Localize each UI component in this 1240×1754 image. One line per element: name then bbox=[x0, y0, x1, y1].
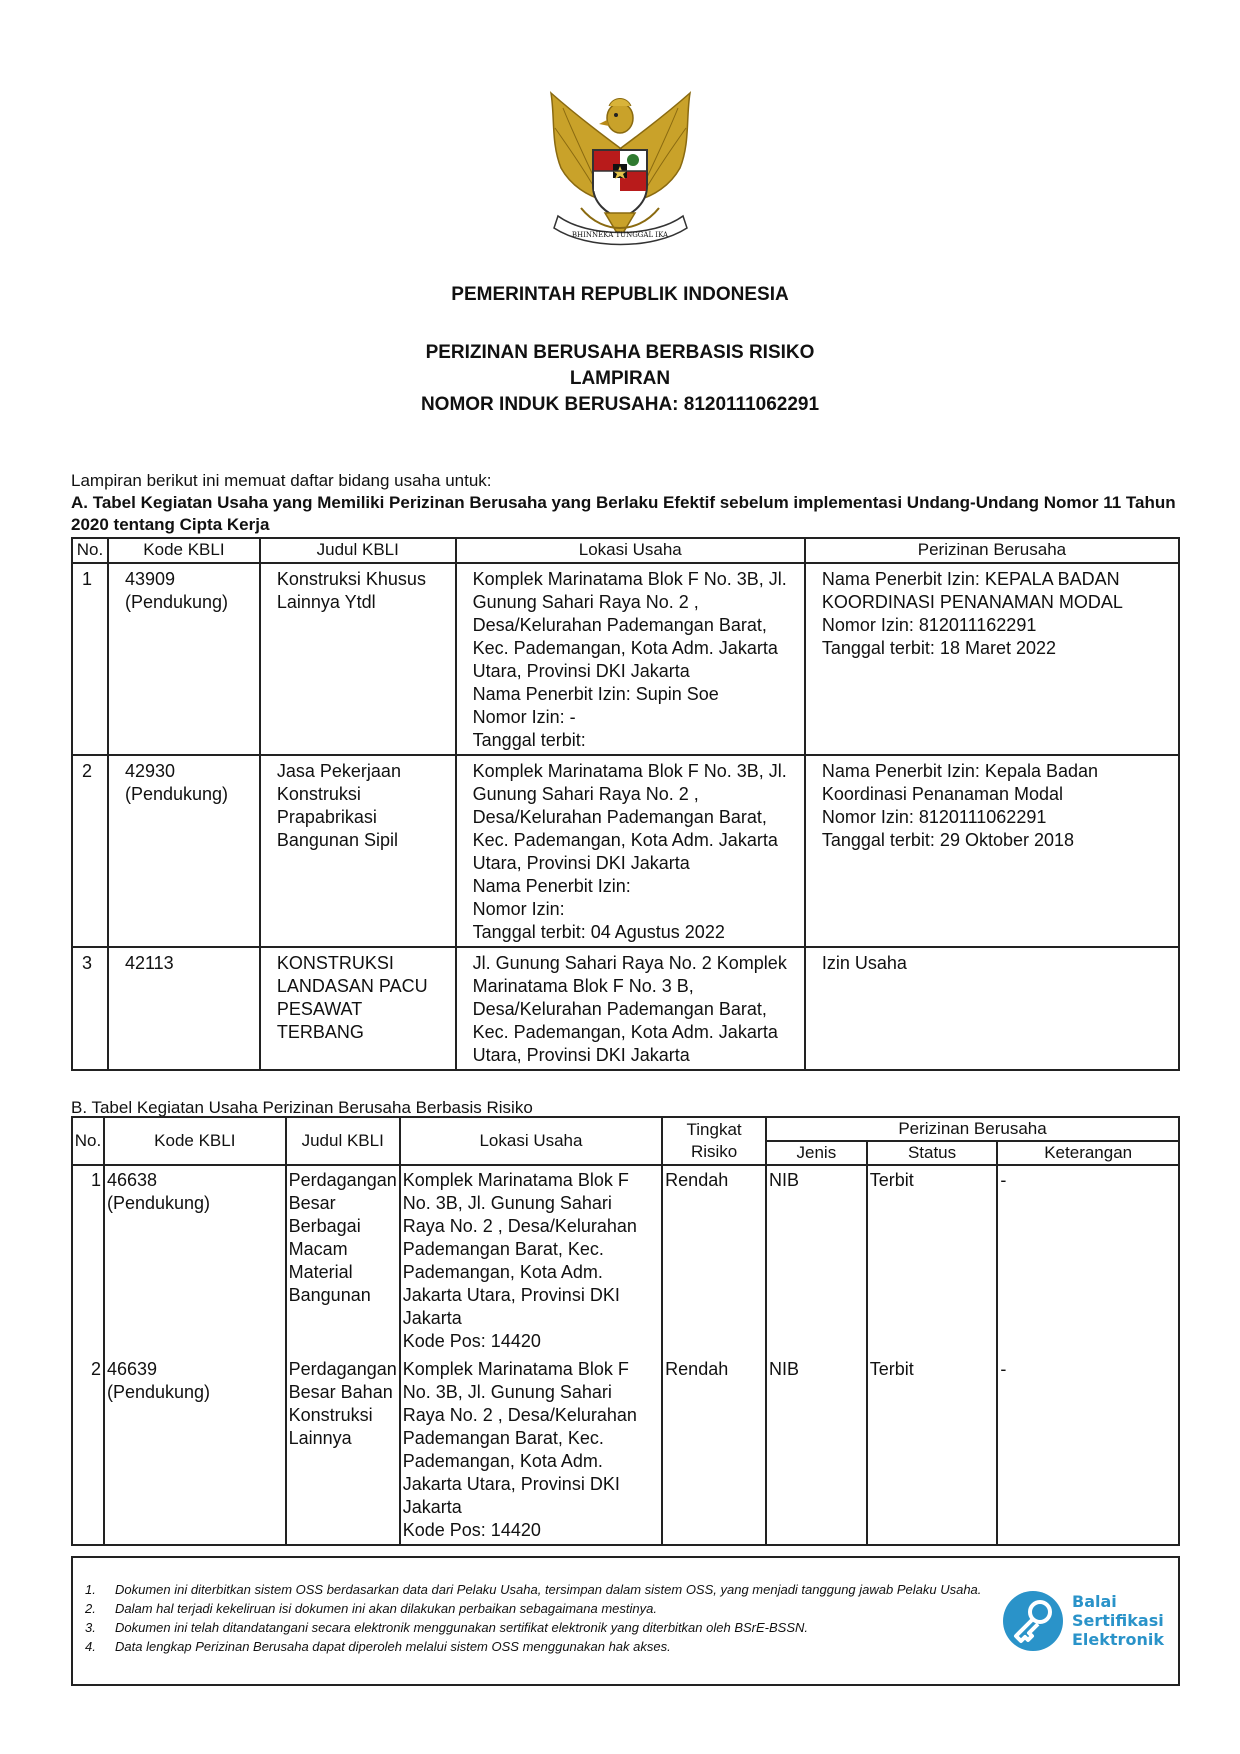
table-b-header: Perizinan Berusaha bbox=[766, 1117, 1179, 1141]
footer-note: 1. Dokumen ini diterbitkan sistem OSS berdasarkan data dari Pelaku Usaha, tersimpan dalam sistem OSS, yang menjadi tanggung jawab Pelaku Usaha. bbox=[85, 1582, 982, 1597]
kbli-code: 42113 bbox=[124, 953, 174, 973]
table-b-header: Judul KBLI bbox=[286, 1117, 400, 1165]
table-b-header: Status bbox=[867, 1141, 998, 1165]
table-b-header: Lokasi Usaha bbox=[400, 1117, 662, 1165]
garuda-emblem-icon bbox=[533, 88, 708, 258]
permit-type: NIB bbox=[769, 1359, 800, 1379]
risk-level: Rendah bbox=[665, 1359, 729, 1379]
business-permit: Nama Penerbit Izin: Kepala Badan Koordinasi Penanaman Modal Nomor Izin: 8120111062291 Tanggal terbit: 29 Oktober 2018 bbox=[821, 761, 1099, 850]
kbli-code: 42930 (Pendukung) bbox=[124, 761, 229, 804]
document-subtitle: LAMPIRAN bbox=[569, 368, 671, 389]
permit-note: - bbox=[1000, 1170, 1007, 1190]
risk-level: Rendah bbox=[665, 1170, 729, 1190]
table-a-header: No. bbox=[72, 538, 108, 563]
table-a-header-row bbox=[72, 538, 1179, 563]
footer-note: 4. Data lengkap Perizinan Berusaha dapat diperoleh melalui sistem OSS menggunakan hak akses. bbox=[85, 1639, 671, 1654]
bsre-logo bbox=[1000, 1588, 1164, 1660]
table-b-header: Tingkat Risiko bbox=[662, 1117, 766, 1165]
business-location: Komplek Marinatama Blok F No. 3B, Jl. Gunung Sahari Raya No. 2 , Desa/Kelurahan Pademangan Barat, Kec. Pademangan, Kota Adm. Jakarta Utara, Provinsi DKI Jakarta Nama Penerbit Izin: Nomor Izin: Tanggal terbit: 04 Agustus 2022 bbox=[472, 761, 787, 942]
business-permit: Nama Penerbit Izin: KEPALA BADAN KOORDINASI PENANAMAN MODAL Nomor Izin: 812011162291 Tanggal terbit: 18 Maret 2022 bbox=[821, 569, 1123, 658]
table-b-header: Kode KBLI bbox=[104, 1117, 286, 1165]
table-b-header: No. bbox=[72, 1117, 104, 1165]
intro-lead: Lampiran berikut ini memuat daftar bidang usaha untuk: bbox=[71, 471, 492, 490]
kbli-title: Perdagangan Besar Berbagai Macam Material Bangunan bbox=[288, 1170, 397, 1305]
nib-number: NOMOR INDUK BERUSAHA: 8120111062291 bbox=[420, 394, 820, 415]
kbli-title: Konstruksi Khusus Lainnya Ytdl bbox=[276, 569, 426, 612]
kbli-code: 43909 (Pendukung) bbox=[124, 569, 229, 612]
document-title-block bbox=[0, 340, 1240, 418]
bsre-key-icon bbox=[1000, 1588, 1066, 1654]
bsre-logo-text: Balai Sertifikasi Elektronik bbox=[1072, 1592, 1164, 1649]
table-a bbox=[71, 537, 1180, 1071]
government-heading: PEMERINTAH REPUBLIK INDONESIA bbox=[451, 284, 789, 305]
table-row bbox=[72, 947, 1179, 1070]
document-title: PERIZINAN BERUSAHA BERBASIS RISIKO bbox=[425, 342, 815, 363]
table-row bbox=[72, 563, 1179, 755]
row-number: 1 bbox=[81, 569, 92, 589]
table-b-header: Keterangan bbox=[997, 1141, 1179, 1165]
section-a-heading: A. Tabel Kegiatan Usaha yang Memiliki Perizinan Berusaha yang Berlaku Efektif sebelum implementasi Undang-Undang Nomor 11 Tahun 2020 tentang Cipta Kerja bbox=[71, 493, 1176, 534]
table-a-header: Judul KBLI bbox=[260, 538, 456, 563]
row-number: 2 bbox=[90, 1359, 101, 1379]
permit-status: Terbit bbox=[869, 1170, 914, 1190]
table-a-header: Lokasi Usaha bbox=[456, 538, 805, 563]
business-location: Komplek Marinatama Blok F No. 3B, Jl. Gunung Sahari Raya No. 2 , Desa/Kelurahan Pademangan Barat, Kec. Pademangan, Kota Adm. Jakarta Utara, Provinsi DKI Jakarta Nama Penerbit Izin: Supin Soe Nomor Izin: - Tanggal terbit: bbox=[472, 569, 787, 750]
kbli-code: 46638 (Pendukung) bbox=[106, 1170, 211, 1213]
footer-note: 3. Dokumen ini telah ditandatangani secara elektronik menggunakan sertifikat elektronik yang diterbitkan oleh BSrE-BSSN. bbox=[85, 1620, 808, 1635]
kbli-title: Perdagangan Besar Bahan Konstruksi Lainnya bbox=[288, 1359, 397, 1448]
section-b-heading: B. Tabel Kegiatan Usaha Perizinan Berusaha Berbasis Risiko bbox=[71, 1098, 533, 1117]
row-number: 1 bbox=[90, 1170, 101, 1190]
table-b bbox=[71, 1116, 1180, 1546]
row-number: 2 bbox=[81, 761, 92, 781]
permit-note: - bbox=[1000, 1359, 1007, 1379]
table-row bbox=[72, 755, 1179, 947]
row-number: 3 bbox=[81, 953, 92, 973]
footer-note: 2. Dalam hal terjadi kekeliruan isi dokumen ini akan dilakukan perbaikan sebagaimana mestinya. bbox=[85, 1601, 657, 1616]
emblem-motto: BHINNEKA TUNGGAL IKA bbox=[571, 231, 669, 239]
document-footer bbox=[71, 1556, 1180, 1686]
table-row bbox=[72, 1355, 1179, 1545]
business-location: Jl. Gunung Sahari Raya No. 2 Komplek Marinatama Blok F No. 3 B, Desa/Kelurahan Pademangan Barat, Kec. Pademangan, Kota Adm. Jakarta Utara, Provinsi DKI Jakarta bbox=[472, 953, 787, 1065]
table-b-header-row bbox=[72, 1117, 1179, 1141]
intro-text bbox=[71, 470, 1181, 536]
footer-notes bbox=[85, 1580, 985, 1656]
table-a-header: Kode KBLI bbox=[108, 538, 260, 563]
kbli-code: 46639 (Pendukung) bbox=[106, 1359, 211, 1402]
kbli-title: KONSTRUKSI LANDASAN PACU PESAWAT TERBANG bbox=[276, 953, 428, 1042]
business-location: Komplek Marinatama Blok F No. 3B, Jl. Gunung Sahari Raya No. 2 , Desa/Kelurahan Pademangan Barat, Kec. Pademangan, Kota Adm. Jakarta Utara, Provinsi DKI Jakarta Kode Pos: 14420 bbox=[402, 1359, 637, 1540]
permit-status: Terbit bbox=[869, 1359, 914, 1379]
table-a-header: Perizinan Berusaha bbox=[805, 538, 1179, 563]
business-permit: Izin Usaha bbox=[821, 953, 907, 973]
kbli-title: Jasa Pekerjaan Konstruksi Prapabrikasi Bangunan Sipil bbox=[276, 761, 401, 850]
business-location: Komplek Marinatama Blok F No. 3B, Jl. Gunung Sahari Raya No. 2 , Desa/Kelurahan Pademangan Barat, Kec. Pademangan, Kota Adm. Jakarta Utara, Provinsi DKI Jakarta Kode Pos: 14420 bbox=[402, 1170, 637, 1351]
table-row bbox=[72, 1165, 1179, 1355]
table-b-header: Jenis bbox=[766, 1141, 867, 1165]
permit-type: NIB bbox=[769, 1170, 800, 1190]
